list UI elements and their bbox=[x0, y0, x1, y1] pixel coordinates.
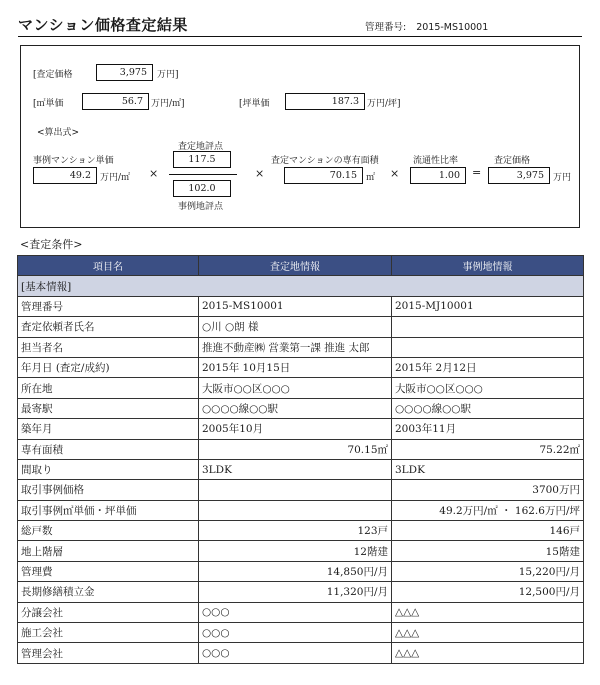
sqm-price-unit: 万円/㎡] bbox=[151, 99, 185, 109]
cell-item: 長期修繕積立金 bbox=[18, 582, 199, 602]
conditions-title: <査定条件> bbox=[20, 238, 83, 251]
case-point-value: 102.0 bbox=[173, 180, 231, 197]
result-price-label: 査定価格 bbox=[494, 156, 531, 166]
cell-subject: 12階建 bbox=[199, 541, 392, 561]
cell-case: △△△ bbox=[392, 602, 584, 622]
cell-case: 3LDK bbox=[392, 459, 584, 479]
cell-subject bbox=[199, 480, 392, 500]
table-row bbox=[18, 439, 584, 459]
multiply-sign-1: × bbox=[149, 167, 159, 180]
cell-item: 取引事例価格 bbox=[18, 480, 199, 500]
liquidity-ratio-label: 流通性比率 bbox=[413, 156, 459, 166]
tsubo-price-label: [坪単価 bbox=[239, 99, 270, 109]
cell-subject: ○○○○線○○駅 bbox=[199, 398, 392, 418]
cell-case: 49.2万円/㎡ ・ 162.6万円/坪 bbox=[392, 500, 584, 520]
tsubo-price-value: 187.3 bbox=[285, 93, 365, 110]
cell-item: 年月日 (査定/成約) bbox=[18, 357, 199, 377]
section-row bbox=[18, 276, 584, 296]
case-unit-price-label: 事例マンション単価 bbox=[33, 156, 114, 166]
conditions-table bbox=[17, 255, 584, 664]
table-row bbox=[18, 296, 584, 316]
cell-case: ○○○○線○○駅 bbox=[392, 398, 584, 418]
exclusive-area-label: 査定マンションの専有面積 bbox=[271, 156, 379, 166]
fraction-line bbox=[169, 174, 237, 175]
price-value: 3,975 bbox=[96, 64, 153, 81]
cell-item: 担当者名 bbox=[18, 337, 199, 357]
formula-heading: <算出式> bbox=[37, 128, 80, 138]
section-label: [基本情報] bbox=[18, 276, 584, 296]
cell-subject: 70.15㎡ bbox=[199, 439, 392, 459]
cell-subject: 2015年 10月15日 bbox=[199, 357, 392, 377]
cell-subject: 2015-MS10001 bbox=[199, 296, 392, 316]
table-row bbox=[18, 602, 584, 622]
cell-case: 12,500円/月 bbox=[392, 582, 584, 602]
table-row bbox=[18, 317, 584, 337]
case-point-label: 事例地評点 bbox=[178, 202, 224, 212]
cell-item: 取引事例㎡単価・坪単価 bbox=[18, 500, 199, 520]
cell-subject: ○○○ bbox=[199, 643, 392, 663]
tsubo-price-unit: 万円/坪] bbox=[367, 99, 401, 109]
exclusive-area-value: 70.15 bbox=[284, 167, 363, 184]
cell-case: 2015年 2月12日 bbox=[392, 357, 584, 377]
cell-case: 15,220円/月 bbox=[392, 561, 584, 581]
cell-subject: 14,850円/月 bbox=[199, 561, 392, 581]
table-row bbox=[18, 398, 584, 418]
table-row bbox=[18, 378, 584, 398]
sqm-price-label: [㎡単価 bbox=[33, 99, 64, 109]
cell-item: 施工会社 bbox=[18, 623, 199, 643]
result-price-value: 3,975 bbox=[488, 167, 550, 184]
cell-case: 3700万円 bbox=[392, 480, 584, 500]
cell-subject: ○○○ bbox=[199, 623, 392, 643]
sqm-price-value: 56.7 bbox=[82, 93, 149, 110]
cell-subject: ○○○ bbox=[199, 602, 392, 622]
table-row bbox=[18, 521, 584, 541]
cell-subject: ○川 ○朗 様 bbox=[199, 317, 392, 337]
liquidity-ratio-value: 1.00 bbox=[410, 167, 466, 184]
cell-subject: 推進不動産㈱ 営業第一課 推進 太郎 bbox=[199, 337, 392, 357]
cell-subject: 11,320円/月 bbox=[199, 582, 392, 602]
table-row bbox=[18, 582, 584, 602]
table-row bbox=[18, 541, 584, 561]
cell-item: 専有面積 bbox=[18, 439, 199, 459]
subject-point-value: 117.5 bbox=[173, 151, 231, 168]
column-header-case: 事例地情報 bbox=[392, 256, 584, 276]
calculation-panel bbox=[20, 45, 580, 228]
table-row bbox=[18, 459, 584, 479]
table-row bbox=[18, 500, 584, 520]
table-row bbox=[18, 480, 584, 500]
title-divider bbox=[18, 36, 582, 37]
result-price-unit: 万円 bbox=[553, 173, 572, 183]
cell-item: 管理費 bbox=[18, 561, 199, 581]
table-row bbox=[18, 643, 584, 663]
cell-subject: 2005年10月 bbox=[199, 419, 392, 439]
cell-item: 管理会社 bbox=[18, 643, 199, 663]
cell-item: 所在地 bbox=[18, 378, 199, 398]
table-row bbox=[18, 419, 584, 439]
cell-case: 146戸 bbox=[392, 521, 584, 541]
cell-case: 2015-MJ10001 bbox=[392, 296, 584, 316]
table-row bbox=[18, 623, 584, 643]
cell-subject: 大阪市○○区○○○ bbox=[199, 378, 392, 398]
cell-case: △△△ bbox=[392, 623, 584, 643]
management-number-value: 2015-MS10001 bbox=[416, 22, 489, 33]
management-number bbox=[365, 19, 488, 33]
cell-item: 総戸数 bbox=[18, 521, 199, 541]
subject-point-label: 査定地評点 bbox=[178, 142, 224, 152]
table-row bbox=[18, 357, 584, 377]
price-unit: 万円] bbox=[157, 70, 179, 80]
price-label: [査定価格 bbox=[33, 70, 73, 80]
cell-subject: 3LDK bbox=[199, 459, 392, 479]
cell-case: 大阪市○○区○○○ bbox=[392, 378, 584, 398]
multiply-sign-3: × bbox=[390, 167, 400, 180]
management-number-label: 管理番号: bbox=[365, 22, 407, 33]
case-unit-price-value: 49.2 bbox=[33, 167, 97, 184]
table-row bbox=[18, 561, 584, 581]
multiply-sign-2: × bbox=[255, 167, 265, 180]
cell-case: 2003年11月 bbox=[392, 419, 584, 439]
table-row bbox=[18, 337, 584, 357]
column-header-item: 項目名 bbox=[18, 256, 199, 276]
cell-subject bbox=[199, 500, 392, 520]
equals-sign: = bbox=[472, 166, 482, 179]
exclusive-area-unit: ㎡ bbox=[366, 173, 376, 183]
cell-subject: 123戸 bbox=[199, 521, 392, 541]
cell-case: △△△ bbox=[392, 643, 584, 663]
cell-item: 最寄駅 bbox=[18, 398, 199, 418]
cell-case: 75.22㎡ bbox=[392, 439, 584, 459]
cell-case bbox=[392, 337, 584, 357]
cell-item: 分譲会社 bbox=[18, 602, 199, 622]
cell-case bbox=[392, 317, 584, 337]
cell-item: 間取り bbox=[18, 459, 199, 479]
cell-item: 査定依頼者氏名 bbox=[18, 317, 199, 337]
table-header-row bbox=[18, 256, 584, 276]
cell-item: 地上階層 bbox=[18, 541, 199, 561]
page-title: マンション価格査定結果 bbox=[18, 16, 188, 34]
cell-case: 15階建 bbox=[392, 541, 584, 561]
column-header-subject: 査定地情報 bbox=[199, 256, 392, 276]
cell-item: 築年月 bbox=[18, 419, 199, 439]
cell-item: 管理番号 bbox=[18, 296, 199, 316]
case-unit-price-unit: 万円/㎡ bbox=[100, 173, 131, 183]
